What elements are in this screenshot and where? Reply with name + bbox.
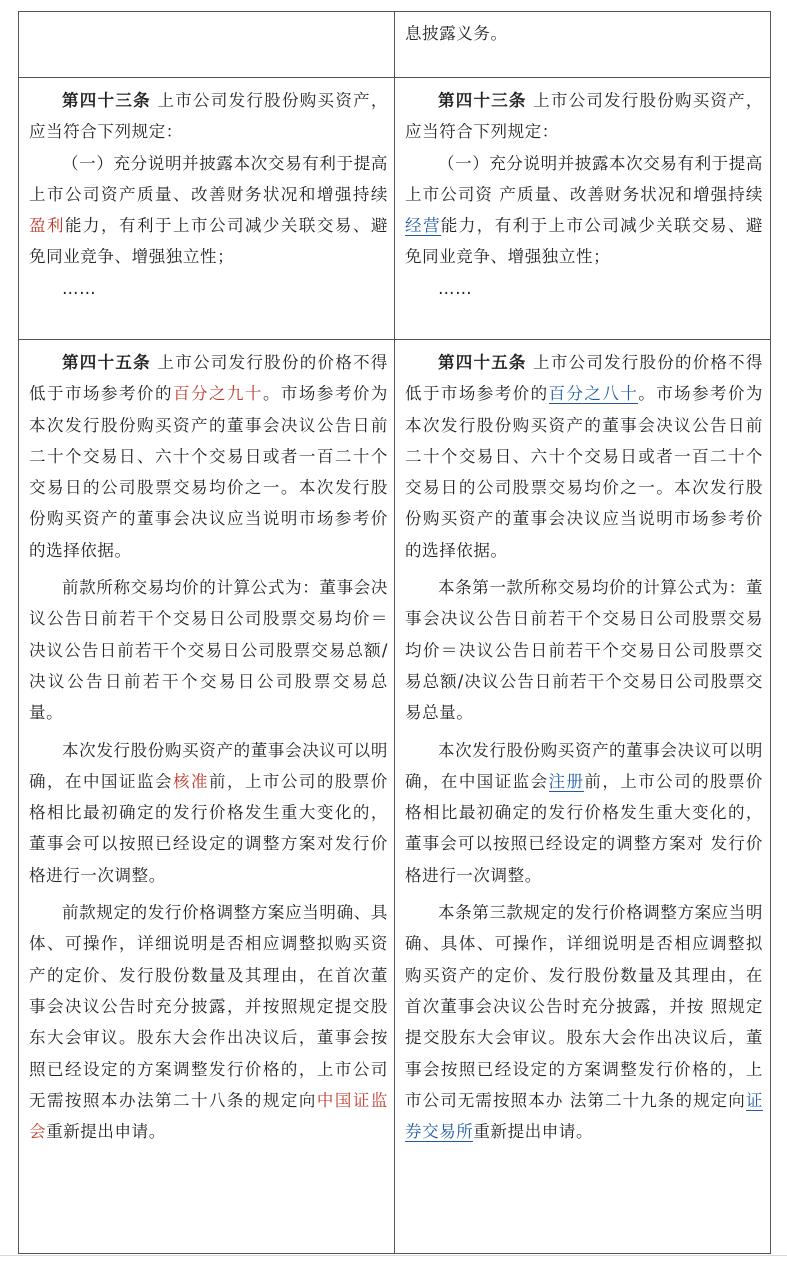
article45-new-para2: 本条第一款所称交易均价的计算公式为：董事会决议公告日前若干个交易日公司股票交易均价＝决议公告日前若干个交易日公司股票交易总额/决议公告日前若干个交易日公司股票交易总量。 bbox=[405, 578, 763, 723]
ellipsis: …… bbox=[62, 278, 97, 298]
article43-new-cell bbox=[395, 85, 771, 304]
row-divider-2 bbox=[19, 339, 770, 340]
article45-old-para1: 第四十五条 上市公司发行股份的价格不得低于市场参考价的百分之九十。市场参考价为本次发行股份购买资产的董事会决议公告日前二十个交易日、六十个交易日或者一百二十个交易日的公司股票交易均价之一。本次发行股份购买资产的董事会决议应当说明市场参考价的选择依据。 bbox=[29, 353, 389, 560]
article45-new-heading: 第四十五条 bbox=[438, 353, 527, 372]
row-divider-1 bbox=[19, 77, 770, 78]
article45-old-para4: 前款规定的发行价格调整方案应当明确、具体、可操作，详细说明是否相应调整拟购买资产的定价、发行股份数量及其理由，在首次董事会决议公告时充分披露，并按照规定提交股东大会审议。股东大会作出决议后，董事会按照已经设定的方案调整发行价格的，上市公司无需按照本办法第二十八条的规定向中国证监会重新提出申请。 bbox=[29, 903, 388, 1142]
added-term: 证券交易所 bbox=[405, 1090, 763, 1142]
ellipsis: …… bbox=[438, 278, 473, 298]
article43-old-cell bbox=[19, 85, 394, 304]
deleted-term: 核准 bbox=[172, 771, 209, 791]
article45-new-para4: 本条第三款规定的发行价格调整方案应当明确、具体、可操作，详细说明是否相应调整拟购买资产的定价、发行股份数量及其理由，在首次董事会决议公告时充分披露，并按 照规定提交股东大会审议。股东大会作出决议后，董事会按照已经设定的方案调整发行价格的，上市公司无需按照本办 法第二十九条的规定向证券交易所重新提出申请。 bbox=[405, 903, 763, 1142]
article45-new-para1: 第四十五条 上市公司发行股份的价格不得低于市场参考价的百分之八十。市场参考价为本次发行股份购买资产的董事会决议公告日前二十个交易日、六十个交易日或者一百二十个交易日的公司股票交易均价之一。本次发行股份购买资产的董事会决议应当说明市场参考价的选择依据。 bbox=[405, 353, 763, 560]
row0-right-cell bbox=[395, 18, 771, 49]
article45-new-cell bbox=[395, 347, 771, 1147]
added-term: 注册 bbox=[548, 771, 585, 791]
article43-old-heading: 第四十三条 bbox=[62, 91, 151, 110]
article45-old-cell bbox=[19, 347, 394, 1147]
deleted-term: 中国证监会 bbox=[29, 1090, 388, 1142]
article45-new-para3: 本次发行股份购买资产的董事会决议可以明确，在中国证监会注册前，上市公司的股票价格相比最初确定的发行价格发生重大变化的，董事会可以按照已经设定的调整方案对 发行价格进行一次调整。 bbox=[405, 740, 763, 885]
added-term: 经营 bbox=[405, 216, 441, 236]
deleted-term: 盈利 bbox=[29, 216, 65, 236]
article43-old-para2: （一）充分说明并披露本次交易有利于提高上市公司资产质量、改善财务状况和增强持续盈利能力，有利于上市公司减少关联交易、避免同业竞争、增强独立性； bbox=[29, 153, 388, 267]
added-term: 百分之八十 bbox=[548, 384, 639, 404]
article43-new-para1: 第四十三条 上市公司发行股份购买资产，应当符合下列规定： bbox=[405, 91, 763, 142]
row0-right-text: 息披露义务。 bbox=[405, 24, 508, 43]
article45-old-heading: 第四十五条 bbox=[62, 353, 151, 372]
deleted-term: 百分之九十 bbox=[172, 384, 263, 404]
comparison-table bbox=[18, 11, 771, 1254]
article45-old-para3: 本次发行股份购买资产的董事会决议可以明确，在中国证监会核准前，上市公司的股票价格相比最初确定的发行价格发生重大变化的，董事会可以按照已经设定的调整方案对发行价格进行一次调整。 bbox=[29, 740, 388, 885]
article43-old-para1: 第四十三条 上市公司发行股份购买资产，应当符合下列规定： bbox=[29, 91, 388, 142]
article45-old-para2: 前款所称交易均价的计算公式为：董事会决议公告日前若干个交易日公司股票交易均价＝决议公告日前若干个交易日公司股票交易总额/决议公告日前若干个交易日公司股票交易总量。 bbox=[29, 578, 388, 723]
article43-new-heading: 第四十三条 bbox=[438, 91, 527, 110]
article43-new-para2: （一）充分说明并披露本次交易有利于提高上市公司资 产质量、改善财务状况和增强持续经营能力，有利于上市公司减少关联交易、避免同业竞争、增强独立性； bbox=[405, 153, 763, 267]
row0-left-cell bbox=[19, 12, 394, 77]
page-bottom-rule bbox=[0, 1255, 787, 1256]
